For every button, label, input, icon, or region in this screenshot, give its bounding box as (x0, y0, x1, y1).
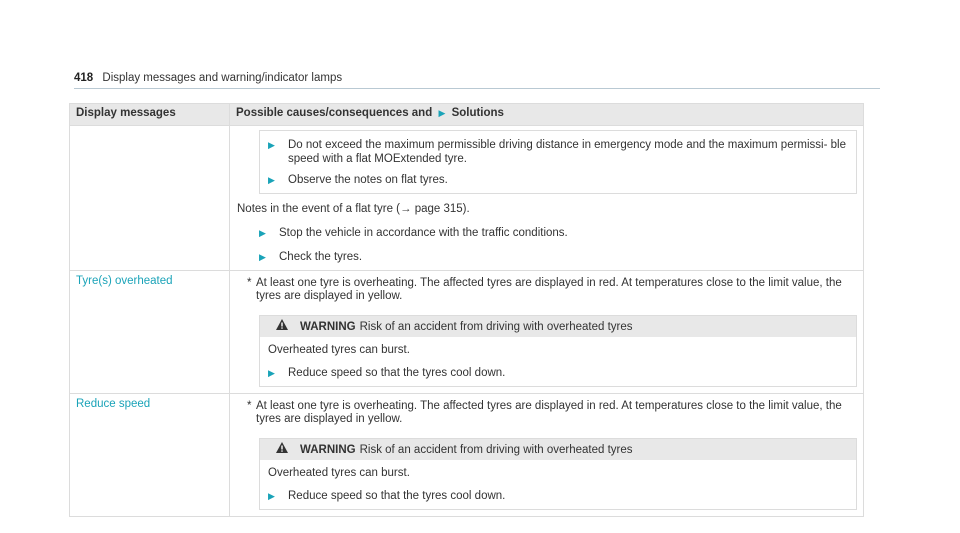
display-messages-table (69, 103, 864, 517)
solutions-cell (230, 126, 864, 271)
page-title: Display messages and warning/indicator lamps (102, 72, 343, 84)
asterisk-marker: * (247, 400, 252, 412)
warning-body-text: Overheated tyres can burst. (268, 467, 410, 479)
solutions-cell (230, 271, 864, 394)
warning-step-text: Reduce speed so that the tyres cool down. (288, 367, 506, 379)
warning-step (268, 366, 848, 380)
table-header-row (70, 104, 864, 126)
column-header-solutions-label: Solutions (451, 107, 504, 119)
solution-steps-box (259, 130, 857, 194)
action-step (259, 226, 857, 240)
warning-body (260, 337, 856, 386)
warning-body-text: Overheated tyres can burst. (268, 344, 410, 356)
cause-text: At least one tyre is overheating. The affected tyres are displayed in red. At temperatures close to the limit value, the tyres are displayed in yellow. (256, 400, 842, 425)
arrow-right-icon: ▶ (259, 228, 266, 238)
solution-step-text: Do not exceed the maximum permissible driving distance in emergency mode and the maximum permissi- ble speed with a flat MOExtended tyre. (288, 139, 846, 165)
warning-triangle-icon (276, 319, 288, 334)
message-cell (70, 271, 230, 394)
warning-title: WARNING (300, 443, 356, 456)
display-message-reduce-speed: Reduce speed (76, 398, 151, 410)
table-row (70, 271, 864, 394)
warning-box (259, 438, 857, 510)
solution-step (268, 173, 848, 187)
page-number: 418 (74, 72, 94, 84)
arrow-right-icon: ▶ (259, 252, 266, 262)
asterisk-marker: * (247, 277, 252, 289)
table-row (70, 394, 864, 517)
cause-text-line (247, 277, 857, 303)
warning-header (260, 316, 856, 337)
arrow-right-icon: ▶ (268, 140, 275, 150)
warning-body (260, 460, 856, 509)
warning-box (259, 315, 857, 387)
solution-step (268, 138, 848, 166)
page-header (74, 72, 880, 84)
action-step (259, 250, 857, 264)
action-step-text: Check the tyres. (279, 251, 363, 263)
arrow-right-icon: ▶ (268, 368, 275, 378)
message-cell-empty (70, 126, 230, 271)
column-header-causes-solutions (230, 104, 864, 126)
solution-step-text: Observe the notes on flat tyres. (288, 174, 448, 186)
arrow-right-icon: ▶ (268, 491, 275, 501)
warning-triangle-icon (276, 442, 288, 457)
table-row (70, 126, 864, 271)
warning-step (268, 489, 848, 503)
warning-text: Risk of an accident from driving with overheated tyres (359, 320, 633, 333)
arrow-right-icon: ▶ (268, 175, 275, 185)
warning-header (260, 439, 856, 460)
cause-text-line (247, 400, 857, 426)
warning-step-text: Reduce speed so that the tyres cool down. (288, 490, 506, 502)
action-step-text: Stop the vehicle in accordance with the traffic conditions. (279, 227, 568, 239)
message-cell (70, 394, 230, 517)
display-message-tyres-overheated: Tyre(s) overheated (76, 275, 173, 287)
warning-text: Risk of an accident from driving with overheated tyres (359, 443, 633, 456)
warning-title: WARNING (300, 320, 356, 333)
solutions-cell (230, 394, 864, 517)
column-header-causes-label: Possible causes/consequences and (236, 107, 433, 119)
column-header-display-messages: Display messages (70, 104, 230, 126)
cause-text: At least one tyre is overheating. The affected tyres are displayed in red. At temperatures close to the limit value, the tyres are displayed in yellow. (256, 277, 842, 302)
arrow-right-icon: ▶ (438, 108, 446, 118)
flat-tyre-notes-reference: Notes in the event of a flat tyre (→ page 315). (237, 203, 470, 215)
header-divider (74, 88, 880, 89)
